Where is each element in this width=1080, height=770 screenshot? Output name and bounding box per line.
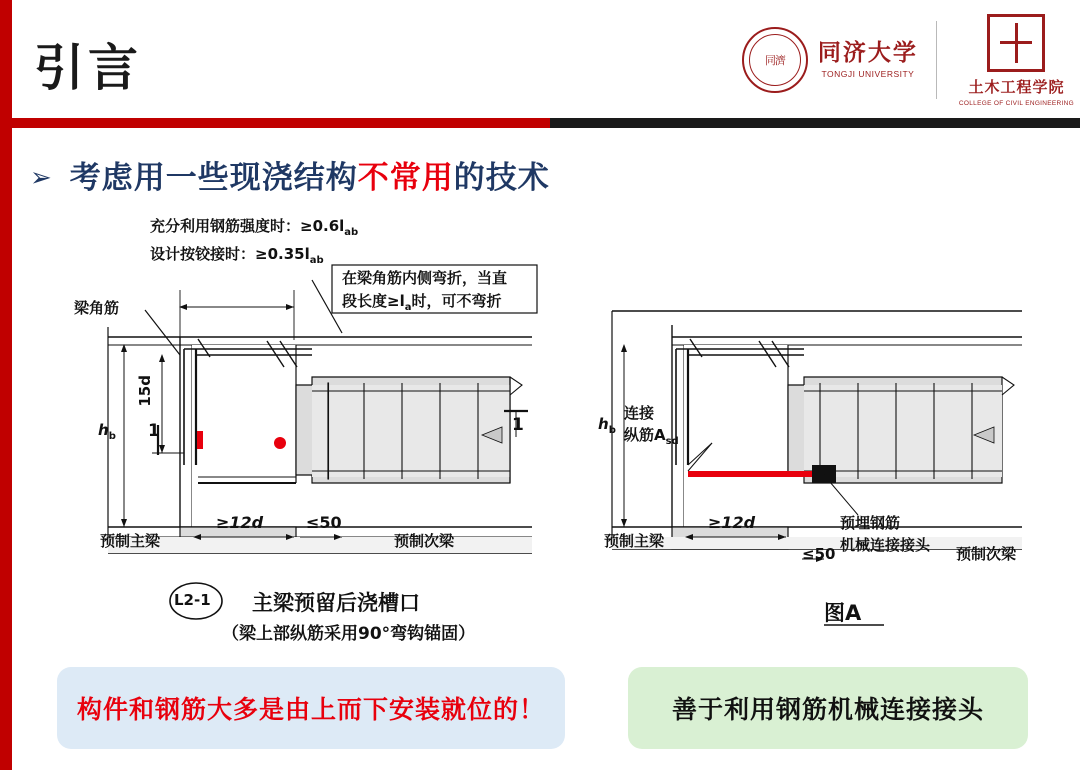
header-bar-black (550, 118, 1080, 128)
right-fig-dim-50: ≤50 (802, 545, 836, 563)
left-figure (108, 265, 537, 619)
left-fig-dim-hb (98, 421, 116, 442)
left-fig-label-corner-bar: 梁角筋 (74, 299, 120, 317)
left-fig-note-box-line2: 段长度≥l (342, 291, 405, 310)
right-fig-caption: 图A (824, 601, 862, 625)
tongji-name-en: TONGJI UNIVERSITY (821, 69, 915, 80)
left-fig-note-box-line1: 在梁角筋内侧弯折，当直 (342, 269, 508, 287)
left-fig-label-secondary-beam: 预制次梁 (394, 532, 455, 550)
left-fig-callout-tag: L2-1 (174, 591, 211, 609)
bullet-text-after: 的技术 (453, 160, 550, 196)
left-fig-note-box-line2-end: 时，可不弯折 (411, 291, 502, 310)
slide-header (12, 0, 1080, 118)
bullet-text (70, 152, 550, 197)
tongji-seal-text: 同濟 (764, 54, 785, 67)
tongji-logo-text (818, 40, 918, 80)
left-fig-section-mark-right: 1 (512, 415, 524, 435)
left-fig-note-line1-sub: ab (344, 227, 359, 238)
left-fig-note-box (342, 267, 542, 315)
left-fig-note-box-line2-sub: a (404, 301, 412, 313)
tongji-university-logo (742, 27, 936, 93)
left-fig-note-line2-text: 设计按铰接时：≥0.35l (150, 245, 310, 263)
bullet-text-highlight: 不常用 (357, 160, 454, 196)
left-fig-section-mark-left: 1 (148, 421, 160, 441)
left-fig-caption-line2: （梁上部纵筋采用90°弯钩锚固） (222, 624, 476, 644)
left-fig-dim-50: ≤50 (306, 513, 342, 532)
left-fig-note-line2-sub: ab (309, 255, 324, 266)
engineering-drawings (12, 215, 1080, 655)
right-fig-label-connect-sub: sd (665, 435, 679, 447)
bullet-text-before: 考虑用一些现浇结构 (69, 160, 358, 196)
page-title: 引言 (34, 39, 142, 97)
right-fig-label-coupler (840, 513, 930, 557)
right-fig-label-main-beam: 预制主梁 (604, 532, 665, 550)
left-fig-dim-hb-sub: b (108, 431, 116, 442)
tongji-seal-icon (742, 27, 808, 93)
right-fig-dim-hb (598, 415, 616, 436)
college-logo (937, 14, 1080, 107)
left-fig-dim-12d: ≥12d (216, 513, 264, 532)
right-fig-label-secondary-beam: 预制次梁 (956, 545, 1017, 563)
college-name-cn: 土木工程学院 (968, 77, 1065, 96)
callout-left-text: 构件和钢筋大多是由上而下安装就位的！ (76, 695, 545, 724)
right-fig-label-connect (624, 403, 679, 449)
right-figure (612, 311, 1022, 625)
college-name-en: COLLEGE OF CIVIL ENGINEERING (958, 99, 1074, 107)
left-fig-note-line1-text: 充分利用钢筋强度时：≥0.6l (150, 217, 345, 235)
right-fig-label-coupler-line1: 预埋钢筋 (840, 514, 901, 532)
right-fig-label-connect-line2: 纵筋A (624, 425, 666, 444)
left-fig-note-line1 (150, 215, 358, 238)
right-fig-dim-12d: ≥12d (708, 513, 756, 532)
callout-left (57, 667, 565, 749)
right-fig-dim-hb-sub: b (608, 425, 616, 436)
figures-area (12, 215, 1080, 655)
right-fig-label-coupler-line2: 机械连接接头 (840, 535, 931, 554)
left-fig-label-main-beam: 预制主梁 (100, 532, 161, 550)
header-bar-red (12, 118, 550, 128)
callout-right (628, 667, 1028, 749)
callout-right-text: 善于利用钢筋机械连接接头 (671, 695, 984, 724)
left-fig-note-line2 (150, 243, 324, 266)
tongji-name-cn: 同济大学 (817, 38, 918, 66)
logo-area (660, 4, 1080, 116)
left-fig-dim-15d: 15d (136, 375, 154, 407)
left-red-rail (0, 0, 12, 770)
left-fig-dim-hb-main: h (98, 421, 109, 439)
bullet-row (30, 152, 550, 197)
left-fig-caption-line1: 主梁预留后浇槽口 (252, 591, 420, 615)
right-fig-dim-hb-main: h (598, 415, 609, 433)
right-fig-label-connect-line1: 连接 (624, 404, 655, 422)
bullet-arrow-icon: ➢ (30, 162, 52, 192)
college-emblem-icon (987, 14, 1045, 72)
